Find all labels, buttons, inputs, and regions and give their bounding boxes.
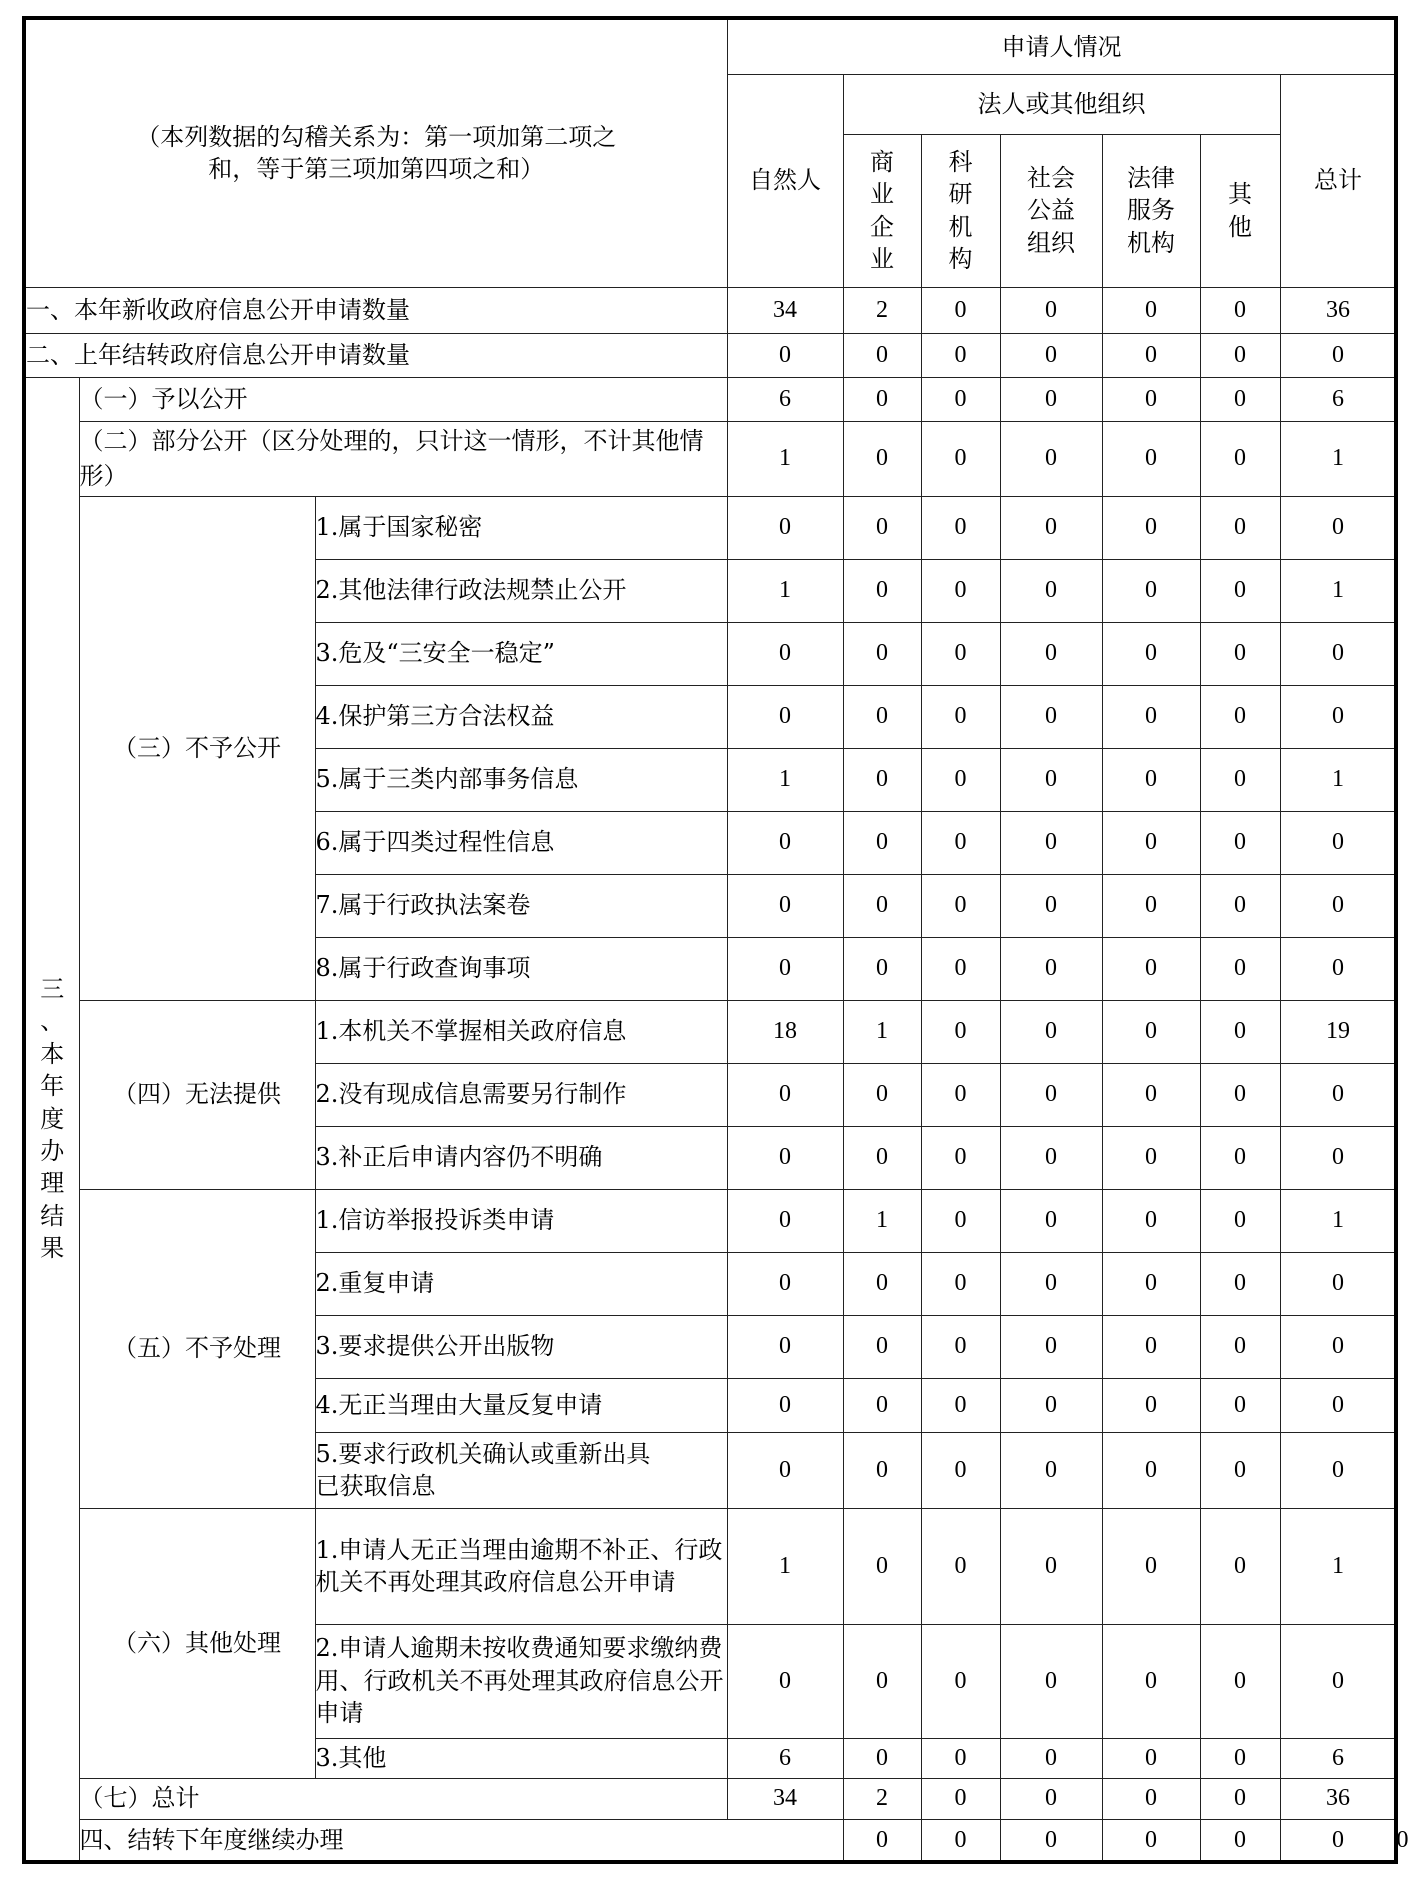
legal-service-org-count: 0	[1102, 1063, 1200, 1126]
legal-service-org-count: 0	[1102, 874, 1200, 937]
other-org-count: 0	[1200, 1252, 1280, 1315]
research-institution-count: 0	[921, 333, 1000, 377]
legal-service-org-count: 0	[1102, 811, 1200, 874]
legal-service-org-count: 0	[1102, 1432, 1200, 1508]
legal-service-org-count: 0	[1102, 1189, 1200, 1252]
public-welfare-org-count: 0	[1000, 1063, 1102, 1126]
total-count: 36	[1280, 287, 1396, 333]
natural-person-count: 0	[727, 811, 843, 874]
label-char: 本	[40, 1039, 65, 1068]
table-row-carry-forward: 四、结转下年度继续办理 0 0 0 0 0 0 0	[24, 1819, 1396, 1862]
legal-service-org-count: 0	[1102, 1378, 1200, 1432]
header-char: 研	[948, 180, 973, 209]
commercial-enterprise-count: 0	[921, 1819, 1000, 1862]
natural-person-count: 1	[727, 421, 843, 496]
row-label: 8.属于行政查询事项	[315, 937, 727, 1000]
public-welfare-org-count: 0	[1000, 421, 1102, 496]
natural-person-count: 0	[727, 937, 843, 1000]
legal-service-org-count: 0	[1102, 937, 1200, 1000]
legal-service-org-count: 0	[1102, 1624, 1200, 1738]
other-org-count: 0	[1200, 1126, 1280, 1189]
row-label: （二）部分公开（区分处理的，只计这一情形，不计其他情形）	[79, 421, 727, 496]
commercial-enterprise-count: 0	[843, 421, 921, 496]
other-org-count: 0	[1200, 937, 1280, 1000]
public-welfare-org-count: 0	[1000, 1508, 1102, 1624]
row-label: 2.其他法律行政法规禁止公开	[315, 559, 727, 622]
table-row-disclose	[24, 377, 1396, 421]
label-char: 办	[40, 1136, 65, 1165]
legal-service-org-count: 0	[1102, 1252, 1200, 1315]
other-org-count: 0	[1200, 1063, 1280, 1126]
other-org-count: 0	[1200, 1508, 1280, 1624]
row-label: 一、本年新收政府信息公开申请数量	[24, 287, 727, 333]
row-label: 4.无正当理由大量反复申请	[315, 1378, 727, 1432]
commercial-enterprise-count: 0	[843, 559, 921, 622]
row-label: 4.保护第三方合法权益	[315, 685, 727, 748]
research-institution-count: 0	[921, 1189, 1000, 1252]
table-row-carried-over	[24, 333, 1396, 377]
total-count: 0	[1280, 622, 1396, 685]
row-label: 5.要求行政机关确认或重新出具已获取信息	[315, 1432, 727, 1508]
other-org-count: 0	[1200, 874, 1280, 937]
label-char: 理	[40, 1169, 65, 1198]
total-count: 0	[1280, 496, 1396, 559]
disclosure-requests-table	[22, 16, 1409, 1864]
total-count: 0	[1280, 685, 1396, 748]
natural-person-count: 0	[727, 333, 843, 377]
natural-person-count: 1	[727, 1508, 843, 1624]
applicant-group-header: 申请人情况	[727, 18, 1396, 74]
total-count: 0	[1280, 874, 1396, 937]
header-char: 业	[870, 244, 895, 273]
public-welfare-org-count: 0	[1000, 1738, 1102, 1778]
other-org-count: 0	[1200, 1378, 1280, 1432]
other-org-count: 0	[1280, 1819, 1396, 1862]
table-row	[24, 1000, 1396, 1063]
public-welfare-org-count: 0	[1000, 811, 1102, 874]
header-char: 服务	[1127, 196, 1176, 225]
total-header: 总计	[1280, 74, 1396, 287]
legal-service-org-count: 0	[1102, 1738, 1200, 1778]
total-count: 0	[1280, 1126, 1396, 1189]
commercial-enterprise-count: 0	[843, 1432, 921, 1508]
natural-person-count: 0	[727, 1432, 843, 1508]
total-count: 19	[1280, 1000, 1396, 1063]
row-label: 5.属于三类内部事务信息	[315, 748, 727, 811]
total-count: 1	[1280, 1189, 1396, 1252]
other-org-count: 0	[1200, 287, 1280, 333]
public-welfare-org-count: 0	[1000, 937, 1102, 1000]
note-text: （本列数据的勾稽关系为：第一项加第二项之和，等于第三项加第四项之和）	[136, 122, 617, 184]
table-row	[24, 496, 1396, 559]
public-welfare-org-count: 0	[1000, 622, 1102, 685]
not-disclose-group-label: （三）不予公开	[79, 496, 315, 1000]
commercial-enterprise-count: 0	[843, 496, 921, 559]
total-count: 6	[1280, 1738, 1396, 1778]
other-org-count: 0	[1200, 1778, 1280, 1819]
research-institution-count: 0	[921, 937, 1000, 1000]
header-char: 机	[948, 212, 973, 241]
row-label: 3.要求提供公开出版物	[315, 1315, 727, 1378]
other-org-count: 0	[1200, 1189, 1280, 1252]
commercial-enterprise-count: 1	[843, 1000, 921, 1063]
natural-person-count: 0	[843, 1819, 921, 1862]
table-row-partial	[24, 421, 1396, 496]
public-welfare-org-count: 0	[1000, 1432, 1102, 1508]
natural-person-count: 0	[727, 1624, 843, 1738]
legal-group-header: 法人或其他组织	[843, 74, 1280, 134]
total-count: 1	[1280, 748, 1396, 811]
commercial-enterprise-count: 0	[843, 333, 921, 377]
research-institution-count: 0	[921, 287, 1000, 333]
legal-service-org-count: 0	[1102, 748, 1200, 811]
public-welfare-org-count: 0	[1000, 874, 1102, 937]
research-institution-count: 0	[921, 811, 1000, 874]
research-institution-count: 0	[921, 1624, 1000, 1738]
header-char: 组织	[1027, 228, 1076, 257]
total-count: 0	[1280, 811, 1396, 874]
natural-person-count: 18	[727, 1000, 843, 1063]
commercial-enterprise-header	[843, 134, 921, 287]
header-char: 他	[1228, 212, 1253, 241]
research-institution-count: 0	[921, 1508, 1000, 1624]
research-institution-count: 0	[921, 874, 1000, 937]
commercial-enterprise-count: 0	[843, 377, 921, 421]
public-welfare-org-count: 0	[1000, 1378, 1102, 1432]
research-institution-count: 0	[921, 421, 1000, 496]
commercial-enterprise-count: 0	[843, 1508, 921, 1624]
research-institution-count: 0	[921, 1378, 1000, 1432]
header-char: 构	[948, 244, 973, 273]
natural-person-count: 34	[727, 1778, 843, 1819]
other-org-count: 0	[1200, 1738, 1280, 1778]
natural-person-count: 1	[727, 748, 843, 811]
legal-service-org-count: 0	[1102, 1126, 1200, 1189]
public-welfare-org-header	[1000, 134, 1102, 287]
natural-person-count: 0	[727, 1378, 843, 1432]
table-row-new-requests	[24, 287, 1396, 333]
public-welfare-org-count: 0	[1000, 496, 1102, 559]
commercial-enterprise-count: 0	[843, 748, 921, 811]
research-institution-count: 0	[921, 377, 1000, 421]
public-welfare-org-count: 0	[1000, 1315, 1102, 1378]
label-char: 年	[40, 1072, 65, 1101]
natural-person-count: 34	[727, 287, 843, 333]
natural-person-header: 自然人	[727, 74, 843, 287]
total-count: 0	[1280, 1252, 1396, 1315]
natural-person-count: 0	[727, 1252, 843, 1315]
natural-person-count: 6	[727, 377, 843, 421]
commercial-enterprise-count: 0	[843, 622, 921, 685]
public-welfare-org-count: 0	[1000, 333, 1102, 377]
row-label: （一）予以公开	[79, 377, 727, 421]
legal-service-org-count: 0	[1102, 333, 1200, 377]
natural-person-count: 0	[727, 1126, 843, 1189]
legal-service-org-count: 0	[1102, 496, 1200, 559]
other-org-header	[1200, 134, 1280, 287]
row-label: 二、上年结转政府信息公开申请数量	[24, 333, 727, 377]
legal-service-org-count: 0	[1200, 1819, 1280, 1862]
row-label: 3.危及“三安全一稳定”	[315, 622, 727, 685]
natural-person-count: 0	[727, 622, 843, 685]
commercial-enterprise-count: 0	[843, 1126, 921, 1189]
results-section-label	[24, 377, 79, 1862]
research-institution-count: 0	[1000, 1819, 1102, 1862]
legal-service-org-count: 0	[1102, 1778, 1200, 1819]
commercial-enterprise-count: 0	[843, 1063, 921, 1126]
header-char: 其	[1228, 180, 1253, 209]
research-institution-count: 0	[921, 496, 1000, 559]
total-count: 0	[1280, 937, 1396, 1000]
row-label: 3.补正后申请内容仍不明确	[315, 1126, 727, 1189]
total-count: 0	[1280, 1432, 1396, 1508]
column-relationship-note	[24, 18, 727, 287]
legal-service-org-count: 0	[1102, 287, 1200, 333]
header-char: 商	[870, 147, 895, 176]
unable-group-label: （四）无法提供	[79, 1000, 315, 1189]
header-char: 企	[870, 212, 895, 241]
research-institution-count: 0	[921, 1126, 1000, 1189]
natural-person-count: 0	[727, 496, 843, 559]
table-row	[24, 1508, 1396, 1624]
row-label: 7.属于行政执法案卷	[315, 874, 727, 937]
other-org-count: 0	[1200, 1000, 1280, 1063]
header-char: 公益	[1027, 196, 1076, 225]
other-group-label: （六）其他处理	[79, 1508, 315, 1778]
natural-person-count: 6	[727, 1738, 843, 1778]
legal-service-org-count: 0	[1102, 1508, 1200, 1624]
header-char: 科	[948, 147, 973, 176]
other-org-count: 0	[1200, 1432, 1280, 1508]
total-count: 6	[1280, 377, 1396, 421]
research-institution-count: 0	[921, 685, 1000, 748]
research-institution-count: 0	[921, 1063, 1000, 1126]
total-count: 1	[1280, 559, 1396, 622]
header-row-1	[24, 18, 1396, 74]
row-label: 1.属于国家秘密	[315, 496, 727, 559]
natural-person-count: 0	[727, 874, 843, 937]
other-org-count: 0	[1200, 1624, 1280, 1738]
total-count: 0	[1280, 1624, 1396, 1738]
table-row-total	[24, 1778, 1396, 1819]
public-welfare-org-count: 0	[1000, 1252, 1102, 1315]
research-institution-header	[921, 134, 1000, 287]
commercial-enterprise-count: 2	[843, 287, 921, 333]
total-count: 0	[1280, 333, 1396, 377]
row-label: 2.重复申请	[315, 1252, 727, 1315]
other-org-count: 0	[1200, 559, 1280, 622]
row-label: （七）总计	[79, 1778, 727, 1819]
row-label: 四、结转下年度继续办理	[79, 1819, 843, 1862]
public-welfare-org-count: 0	[1102, 1819, 1200, 1862]
legal-service-org-count: 0	[1102, 1315, 1200, 1378]
other-org-count: 0	[1200, 622, 1280, 685]
public-welfare-org-count: 0	[1000, 1000, 1102, 1063]
table-row	[24, 1189, 1396, 1252]
public-welfare-org-count: 0	[1000, 559, 1102, 622]
header-char: 业	[870, 180, 895, 209]
not-process-group-label: （五）不予处理	[79, 1189, 315, 1508]
row-label: 2.申请人逾期未按收费通知要求缴纳费用、行政机关不再处理其政府信息公开申请	[315, 1624, 727, 1738]
commercial-enterprise-count: 0	[843, 1378, 921, 1432]
legal-service-org-count: 0	[1102, 1000, 1200, 1063]
label-char: 结	[40, 1201, 65, 1230]
public-welfare-org-count: 0	[1000, 1189, 1102, 1252]
commercial-enterprise-count: 0	[843, 1252, 921, 1315]
research-institution-count: 0	[921, 748, 1000, 811]
total-count: 1	[1280, 1508, 1396, 1624]
row-label: 1.信访举报投诉类申请	[315, 1189, 727, 1252]
legal-service-org-count: 0	[1102, 685, 1200, 748]
other-org-count: 0	[1200, 685, 1280, 748]
total-count: 0	[1280, 1378, 1396, 1432]
research-institution-count: 0	[921, 559, 1000, 622]
commercial-enterprise-count: 0	[843, 1315, 921, 1378]
other-org-count: 0	[1200, 1315, 1280, 1378]
public-welfare-org-count: 0	[1000, 1624, 1102, 1738]
research-institution-count: 0	[921, 1432, 1000, 1508]
natural-person-count: 1	[727, 559, 843, 622]
total-count: 0	[1280, 1063, 1396, 1126]
natural-person-count: 0	[727, 1063, 843, 1126]
public-welfare-org-count: 0	[1000, 685, 1102, 748]
commercial-enterprise-count: 0	[843, 1624, 921, 1738]
natural-person-count: 0	[727, 1189, 843, 1252]
natural-person-count: 0	[727, 1315, 843, 1378]
header-char: 社会	[1027, 163, 1076, 192]
legal-service-org-header	[1102, 134, 1200, 287]
row-label: 1.本机关不掌握相关政府信息	[315, 1000, 727, 1063]
public-welfare-org-count: 0	[1000, 377, 1102, 421]
row-label: 6.属于四类过程性信息	[315, 811, 727, 874]
header-char: 机构	[1127, 228, 1176, 257]
other-org-count: 0	[1200, 377, 1280, 421]
row-label: 3.其他	[315, 1738, 727, 1778]
commercial-enterprise-count: 2	[843, 1778, 921, 1819]
other-org-count: 0	[1200, 421, 1280, 496]
row-label: 2.没有现成信息需要另行制作	[315, 1063, 727, 1126]
legal-service-org-count: 0	[1102, 622, 1200, 685]
legal-service-org-count: 0	[1102, 559, 1200, 622]
label-char: 三	[40, 974, 65, 1003]
legal-service-org-count: 0	[1102, 421, 1200, 496]
natural-person-count: 0	[727, 685, 843, 748]
other-org-count: 0	[1200, 748, 1280, 811]
research-institution-count: 0	[921, 1738, 1000, 1778]
public-welfare-org-count: 0	[1000, 1778, 1102, 1819]
commercial-enterprise-count: 0	[843, 811, 921, 874]
total-count: 0	[1280, 1315, 1396, 1378]
research-institution-count: 0	[921, 622, 1000, 685]
label-char: 度	[40, 1104, 65, 1133]
commercial-enterprise-count: 0	[843, 937, 921, 1000]
research-institution-count: 0	[921, 1252, 1000, 1315]
label-char: 果	[40, 1234, 65, 1263]
research-institution-count: 0	[921, 1000, 1000, 1063]
other-org-count: 0	[1200, 496, 1280, 559]
research-institution-count: 0	[921, 1778, 1000, 1819]
research-institution-count: 0	[921, 1315, 1000, 1378]
label-char: 、	[40, 1007, 65, 1036]
other-org-count: 0	[1200, 811, 1280, 874]
legal-service-org-count: 0	[1102, 377, 1200, 421]
public-welfare-org-count: 0	[1000, 287, 1102, 333]
public-welfare-org-count: 0	[1000, 1126, 1102, 1189]
commercial-enterprise-count: 0	[843, 1738, 921, 1778]
total-count: 1	[1280, 421, 1396, 496]
other-org-count: 0	[1200, 333, 1280, 377]
row-label: 1.申请人无正当理由逾期不补正、行政机关不再处理其政府信息公开申请	[315, 1508, 727, 1624]
total-count: 36	[1280, 1778, 1396, 1819]
commercial-enterprise-count: 0	[843, 874, 921, 937]
commercial-enterprise-count: 1	[843, 1189, 921, 1252]
header-char: 法律	[1127, 163, 1176, 192]
commercial-enterprise-count: 0	[843, 685, 921, 748]
public-welfare-org-count: 0	[1000, 748, 1102, 811]
